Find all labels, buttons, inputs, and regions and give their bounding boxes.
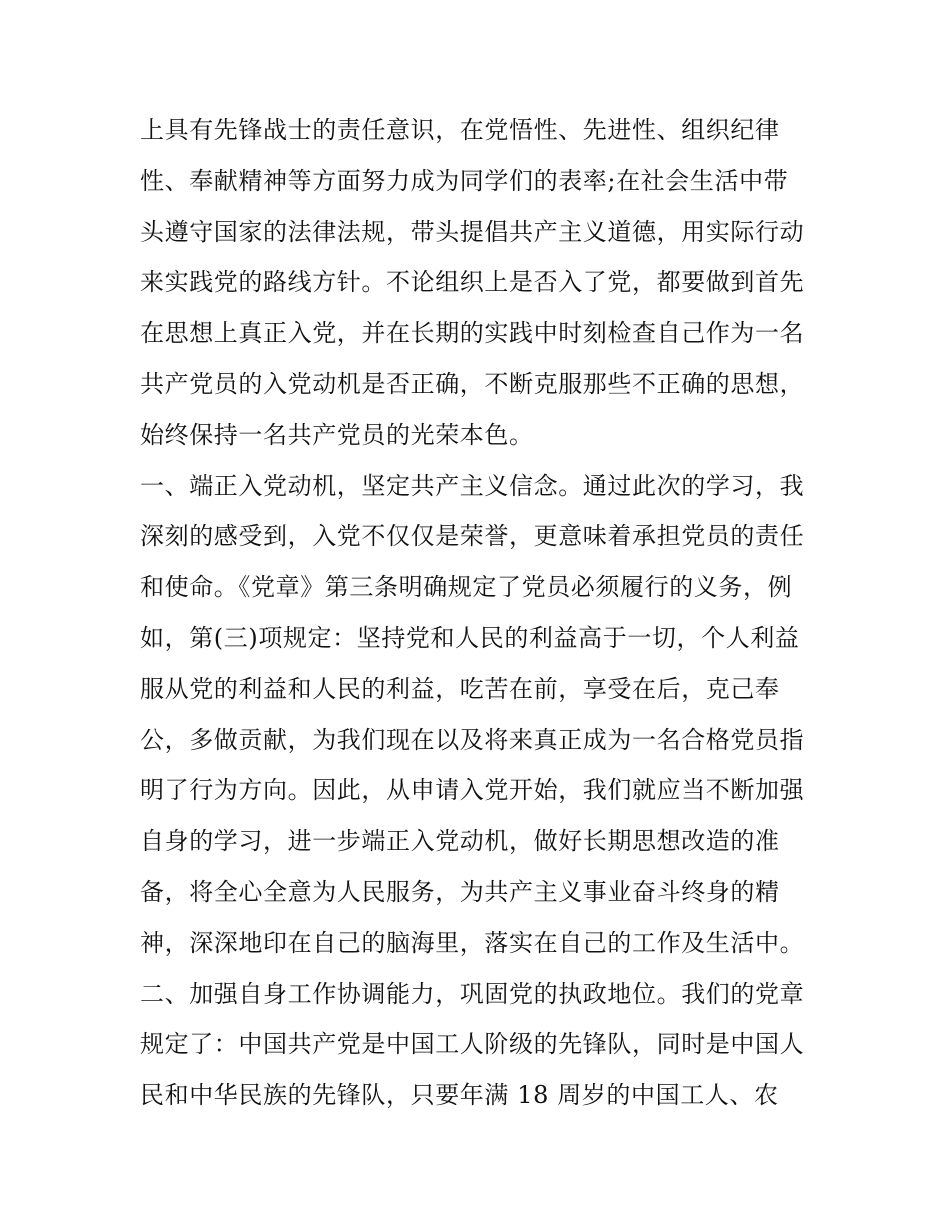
text-line: 备，将全心全意为人民服务，为共产主义事业奋斗终身的精 bbox=[140, 877, 780, 906]
text-line: 性、奉献精神等方面努力成为同学们的表率;在社会生活中带 bbox=[140, 166, 789, 195]
text-line: 服从党的利益和人民的利益，吃苦在前，享受在后，克己奉 bbox=[140, 674, 780, 703]
text-line: 如，第(三)项规定：坚持党和人民的利益高于一切，个人利益 bbox=[140, 623, 800, 652]
text-line: 和使命。《党章》第三条明确规定了党员必须履行的义务，例 bbox=[140, 573, 793, 602]
text-line: 公，多做贡献，为我们现在以及将来真正成为一名合格党员指 bbox=[140, 725, 805, 754]
text-line: 自身的学习，进一步端正入党动机，做好长期思想改造的准 bbox=[140, 827, 780, 856]
text-line: 一、端正入党动机，坚定共产主义信念。通过此次的学习，我 bbox=[140, 471, 805, 500]
text-line: 深刻的感受到，入党不仅仅是荣誉，更意味着承担党员的责任 bbox=[140, 522, 805, 551]
text-line: 规定了：中国共产党是中国工人阶级的先锋队，同时是中国人 bbox=[140, 1030, 805, 1059]
text-line: 在思想上真正入党，并在长期的实践中时刻检查自己作为一名 bbox=[140, 319, 805, 348]
text-line: 头遵守国家的法律法规，带头提倡共产主义道德，用实际行动 bbox=[140, 217, 805, 246]
text-line: 始终保持一名共产党员的光荣本色。 bbox=[140, 420, 534, 449]
text-line: 上具有先锋战士的责任意识，在党悟性、先进性、组织纪律 bbox=[140, 116, 780, 144]
text-line: 民和中华民族的先锋队，只要年满 18 周岁的中国工人、农 bbox=[140, 1081, 779, 1110]
text-line: 来实践党的路线方针。不论组织上是否入了党，都要做到首先 bbox=[140, 268, 805, 297]
text-line: 二、加强自身工作协调能力，巩固党的执政地位。我们的党章 bbox=[140, 979, 805, 1008]
text-line: 神，深深地印在自己的脑海里，落实在自己的工作及生活中。 bbox=[140, 928, 805, 957]
body-text bbox=[140, 105, 820, 1121]
text-line: 明了行为方向。因此，从申请入党开始，我们就应当不断加强 bbox=[140, 776, 805, 805]
text-line: 共产党员的入党动机是否正确，不断克服那些不正确的思想， bbox=[140, 369, 805, 398]
